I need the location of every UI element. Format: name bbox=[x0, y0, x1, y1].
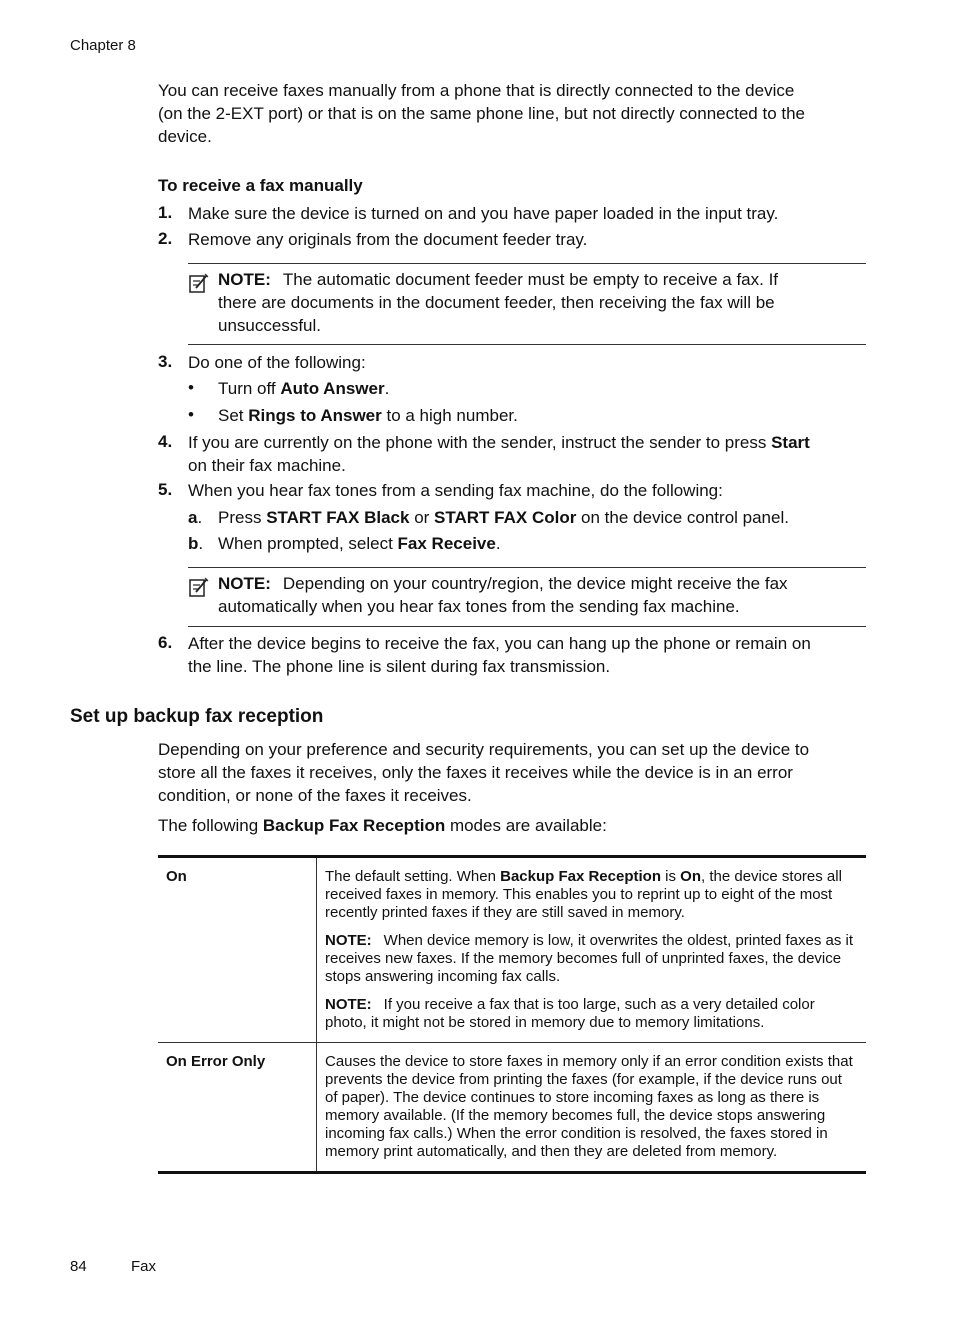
step-text: After the device begins to receive the fax, you can hang up the phone or remain on the line. The phone line is silent during fax transmission. bbox=[188, 634, 811, 676]
substep-label: a. bbox=[188, 508, 203, 527]
section-heading: Set up backup fax reception bbox=[70, 706, 324, 727]
note-pad-icon bbox=[188, 272, 210, 294]
note-line: unsuccessful. bbox=[218, 316, 321, 335]
step-number: 6. bbox=[158, 633, 173, 652]
step-text: Remove any originals from the document feeder tray. bbox=[188, 230, 588, 249]
mode-description: Causes the device to store faxes in memory only if an error condition exists that prevents the device from printing the faxes (for example, if the device runs out of paper). The device continues to store incoming faxes as long as there is memory available. (If the memory becomes full, the device stops answering incoming fax calls.) When the error condition is resolved, the faxes stored in memory print automatically, and then they are deleted from memory. bbox=[325, 1053, 853, 1160]
note-line: there are documents in the document feeder, then receiving the fax will be bbox=[218, 293, 775, 312]
note-line: Depending on your country/region, the device might receive the fax bbox=[282, 574, 788, 593]
description-paragraph: The default setting. When Backup Fax Reception is On, the device stores all received faxes in memory. This enables you to reprint up to eight of the most recently printed faxes if they are still saved in memory. bbox=[325, 868, 842, 921]
bullet: • bbox=[188, 378, 194, 397]
table-row bbox=[158, 1043, 866, 1173]
note-pad-icon bbox=[188, 576, 210, 598]
step-text: If you are currently on the phone with the sender, instruct the sender to press Start on their fax machine. bbox=[188, 433, 810, 475]
note-line: automatically when you hear fax tones from the sending fax machine. bbox=[218, 597, 740, 616]
note-line: The automatic document feeder must be empty to receive a fax. If bbox=[282, 270, 779, 289]
intro-line: (on the 2-EXT port) or that is on the same phone line, but not directly connected to the bbox=[158, 104, 806, 123]
intro-line: You can receive faxes manually from a phone that is directly connected to the device bbox=[158, 81, 795, 100]
bullet-item: Turn off Auto Answer. bbox=[218, 379, 390, 398]
mode-description bbox=[317, 857, 867, 1043]
step-number: 2. bbox=[158, 229, 173, 248]
step-text: When you hear fax tones from a sending fax machine, do the following: bbox=[188, 481, 723, 500]
intro-line: device. bbox=[158, 127, 212, 146]
step-text: Do one of the following: bbox=[188, 353, 366, 372]
procedure-title: To receive a fax manually bbox=[158, 176, 363, 195]
page-number: 84 bbox=[70, 1258, 87, 1275]
note-text bbox=[218, 268, 863, 337]
description-note: NOTE: When device memory is low, it overwrites the oldest, printed faxes as it receives new faxes. If the memory becomes full of unprinted faxes, the device stops answering incoming fax calls. bbox=[325, 932, 854, 985]
step-text: Make sure the device is turned on and you have paper loaded in the input tray. bbox=[188, 204, 779, 223]
note-label: NOTE: bbox=[218, 270, 271, 289]
step-number: 1. bbox=[158, 203, 173, 222]
step-number: 3. bbox=[158, 352, 173, 371]
bullet: • bbox=[188, 405, 194, 424]
bullet-item: Set Rings to Answer to a high number. bbox=[218, 406, 518, 425]
step-number: 4. bbox=[158, 432, 173, 451]
substep-text: When prompted, select Fax Receive. bbox=[218, 534, 501, 553]
note-text bbox=[218, 572, 863, 618]
modes-intro: The following Backup Fax Reception modes are available: bbox=[158, 816, 607, 835]
running-footer-title: Fax bbox=[131, 1258, 157, 1275]
substep-label: b. bbox=[188, 534, 204, 553]
mode-name: On bbox=[158, 857, 317, 1043]
backup-paragraph: Depending on your preference and security requirements, you can set up the device to store all the faxes it receives, only the faxes it receives while the device is in an error condition, or none of the faxes it receives. bbox=[158, 740, 810, 805]
running-header-chapter: Chapter 8 bbox=[70, 37, 136, 54]
intro-paragraph bbox=[158, 79, 878, 148]
mode-name: On Error Only bbox=[158, 1043, 317, 1173]
note-label: NOTE: bbox=[218, 574, 271, 593]
table-row bbox=[158, 857, 866, 1043]
step-number: 5. bbox=[158, 480, 173, 499]
backup-modes-table bbox=[158, 855, 866, 1174]
description-note: NOTE: If you receive a fax that is too large, such as a very detailed color photo, it might not be stored in memory due to memory limitations. bbox=[325, 996, 815, 1031]
substep-text: Press START FAX Black or START FAX Color on the device control panel. bbox=[218, 508, 789, 527]
